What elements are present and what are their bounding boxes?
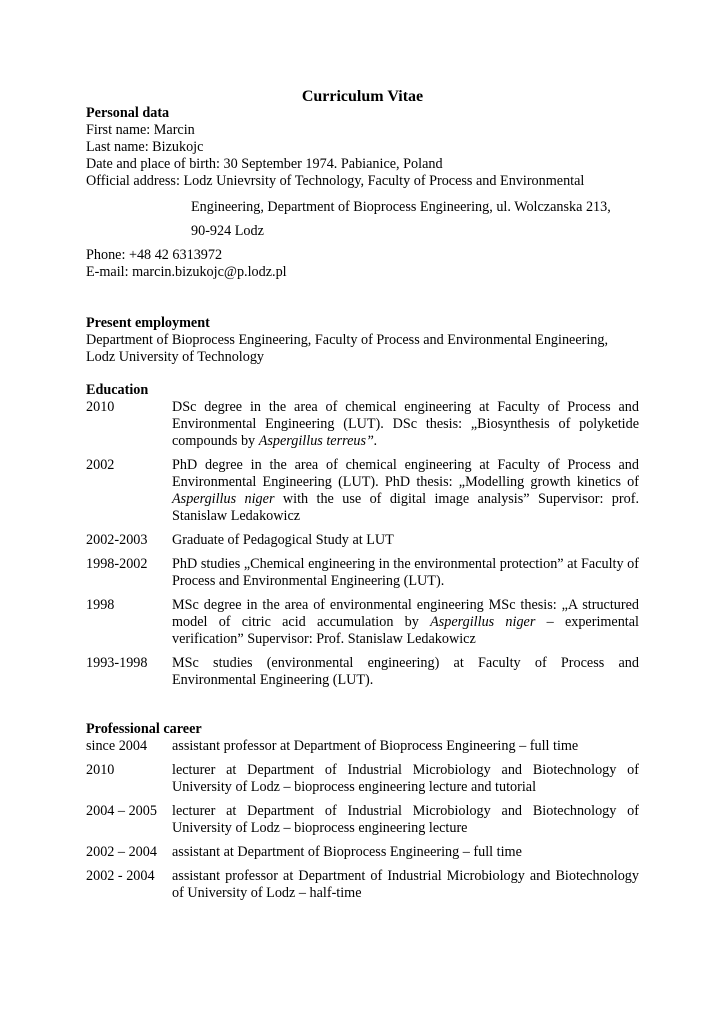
education-list — [86, 399, 639, 689]
first-name: First name: Marcin — [86, 122, 195, 138]
education-description — [172, 597, 639, 648]
career-description: assistant professor at Department of Industrial Microbiology and Biotechnology of University of Lodz – half-time — [172, 868, 639, 901]
education-description — [172, 532, 639, 549]
education-text-continued: with the use of digital image analysis” Supervisor: prof. Stanislaw Ledakowicz — [172, 491, 639, 524]
personal-data-section — [86, 105, 639, 190]
education-year: 1993-1998 — [86, 655, 148, 671]
employment-line-1: Department of Bioprocess Engineering, Faculty of Process and Environmental Engineering, — [86, 332, 609, 348]
education-row — [86, 655, 639, 689]
career-row — [86, 803, 639, 837]
education-description — [172, 655, 639, 689]
education-year: 1998-2002 — [86, 556, 148, 572]
education-row — [86, 597, 639, 648]
career-year: 2010 — [86, 762, 115, 778]
career-list — [86, 738, 639, 902]
education-text: MSc studies (environmental engineering) at Faculty of Process and Environmental Engineering (LUT). — [172, 655, 639, 688]
birth-info: Date and place of birth: 30 September 1974. Pabianice, Poland — [86, 156, 443, 172]
document-title: Curriculum Vitae — [301, 88, 424, 105]
address-continuation — [86, 199, 639, 216]
education-description — [172, 399, 639, 450]
education-year: 2002-2003 — [86, 532, 148, 548]
phone: Phone: +48 42 6313972 — [86, 247, 223, 263]
last-name: Last name: Bizukojc — [86, 139, 204, 155]
education-italic-text: Aspergillus niger — [172, 491, 275, 507]
education-text: MSc degree in the area of environmental engineering MSc thesis: „A structured model of citric acid accumulation by — [172, 597, 639, 630]
education-row — [86, 556, 639, 590]
email: E-mail: marcin.bizukojc@p.lodz.pl — [86, 264, 287, 280]
career-year: since 2004 — [86, 738, 148, 754]
education-row — [86, 399, 639, 450]
career-description: assistant at Department of Bioprocess Engineering – full time — [172, 844, 522, 860]
education-row — [86, 457, 639, 525]
address-continuation-2 — [86, 223, 639, 240]
education-description — [172, 556, 639, 590]
contact-block — [86, 247, 639, 281]
education-year: 2010 — [86, 399, 115, 415]
education-italic-text: Aspergillus niger — [430, 614, 536, 630]
education-italic-text: Aspergillus terreus”. — [258, 433, 378, 449]
education-heading: Education — [86, 382, 149, 398]
career-row — [86, 738, 639, 755]
career-year: 2004 – 2005 — [86, 803, 157, 819]
address-line-3: 90-924 Lodz — [191, 223, 264, 239]
employment-section — [86, 315, 639, 366]
education-text: DSc degree in the area of chemical engineering at Faculty of Process and Environmental Engineering (LUT). DSc thesis: „Biosynthesis of polyketide compounds by — [172, 399, 639, 449]
career-heading: Professional career — [86, 721, 202, 737]
education-text: Graduate of Pedagogical Study at LUT — [172, 532, 394, 548]
address-line-1: Official address: Lodz Unievrsity of Technology, Faculty of Process and Environmental — [86, 173, 585, 189]
education-section — [86, 382, 639, 696]
career-year: 2002 – 2004 — [86, 844, 157, 860]
education-text: PhD degree in the area of chemical engineering at Faculty of Process and Environmental Engineering (LUT). PhD thesis: „Modelling growth kinetics of — [172, 457, 639, 490]
education-text-continued: – experimental verification” Supervisor: Prof. Stanislaw Ledakowicz — [172, 614, 639, 647]
employment-heading: Present employment — [86, 315, 210, 331]
career-row — [86, 868, 639, 902]
employment-line-2: Lodz University of Technology — [86, 349, 265, 365]
education-year: 2002 — [86, 457, 115, 473]
career-description: lecturer at Department of Industrial Microbiology and Biotechnology of University of Lodz – bioprocess engineering lecture and tutorial — [172, 762, 639, 795]
education-text: PhD studies „Chemical engineering in the environmental protection” at Faculty of Process and Environmental Engineering (LUT). — [172, 556, 639, 589]
education-description — [172, 457, 639, 525]
career-row — [86, 762, 639, 796]
career-description: lecturer at Department of Industrial Microbiology and Biotechnology of University of Lodz – bioprocess engineering lecture — [172, 803, 639, 836]
career-section — [86, 721, 639, 909]
address-line-2: Engineering, Department of Bioprocess Engineering, ul. Wolczanska 213, — [191, 199, 611, 215]
personal-data-heading: Personal data — [86, 105, 170, 121]
career-year: 2002 - 2004 — [86, 868, 155, 884]
education-year: 1998 — [86, 597, 115, 613]
career-row — [86, 844, 639, 861]
career-description: assistant professor at Department of Bioprocess Engineering – full time — [172, 738, 579, 754]
education-row — [86, 532, 639, 549]
